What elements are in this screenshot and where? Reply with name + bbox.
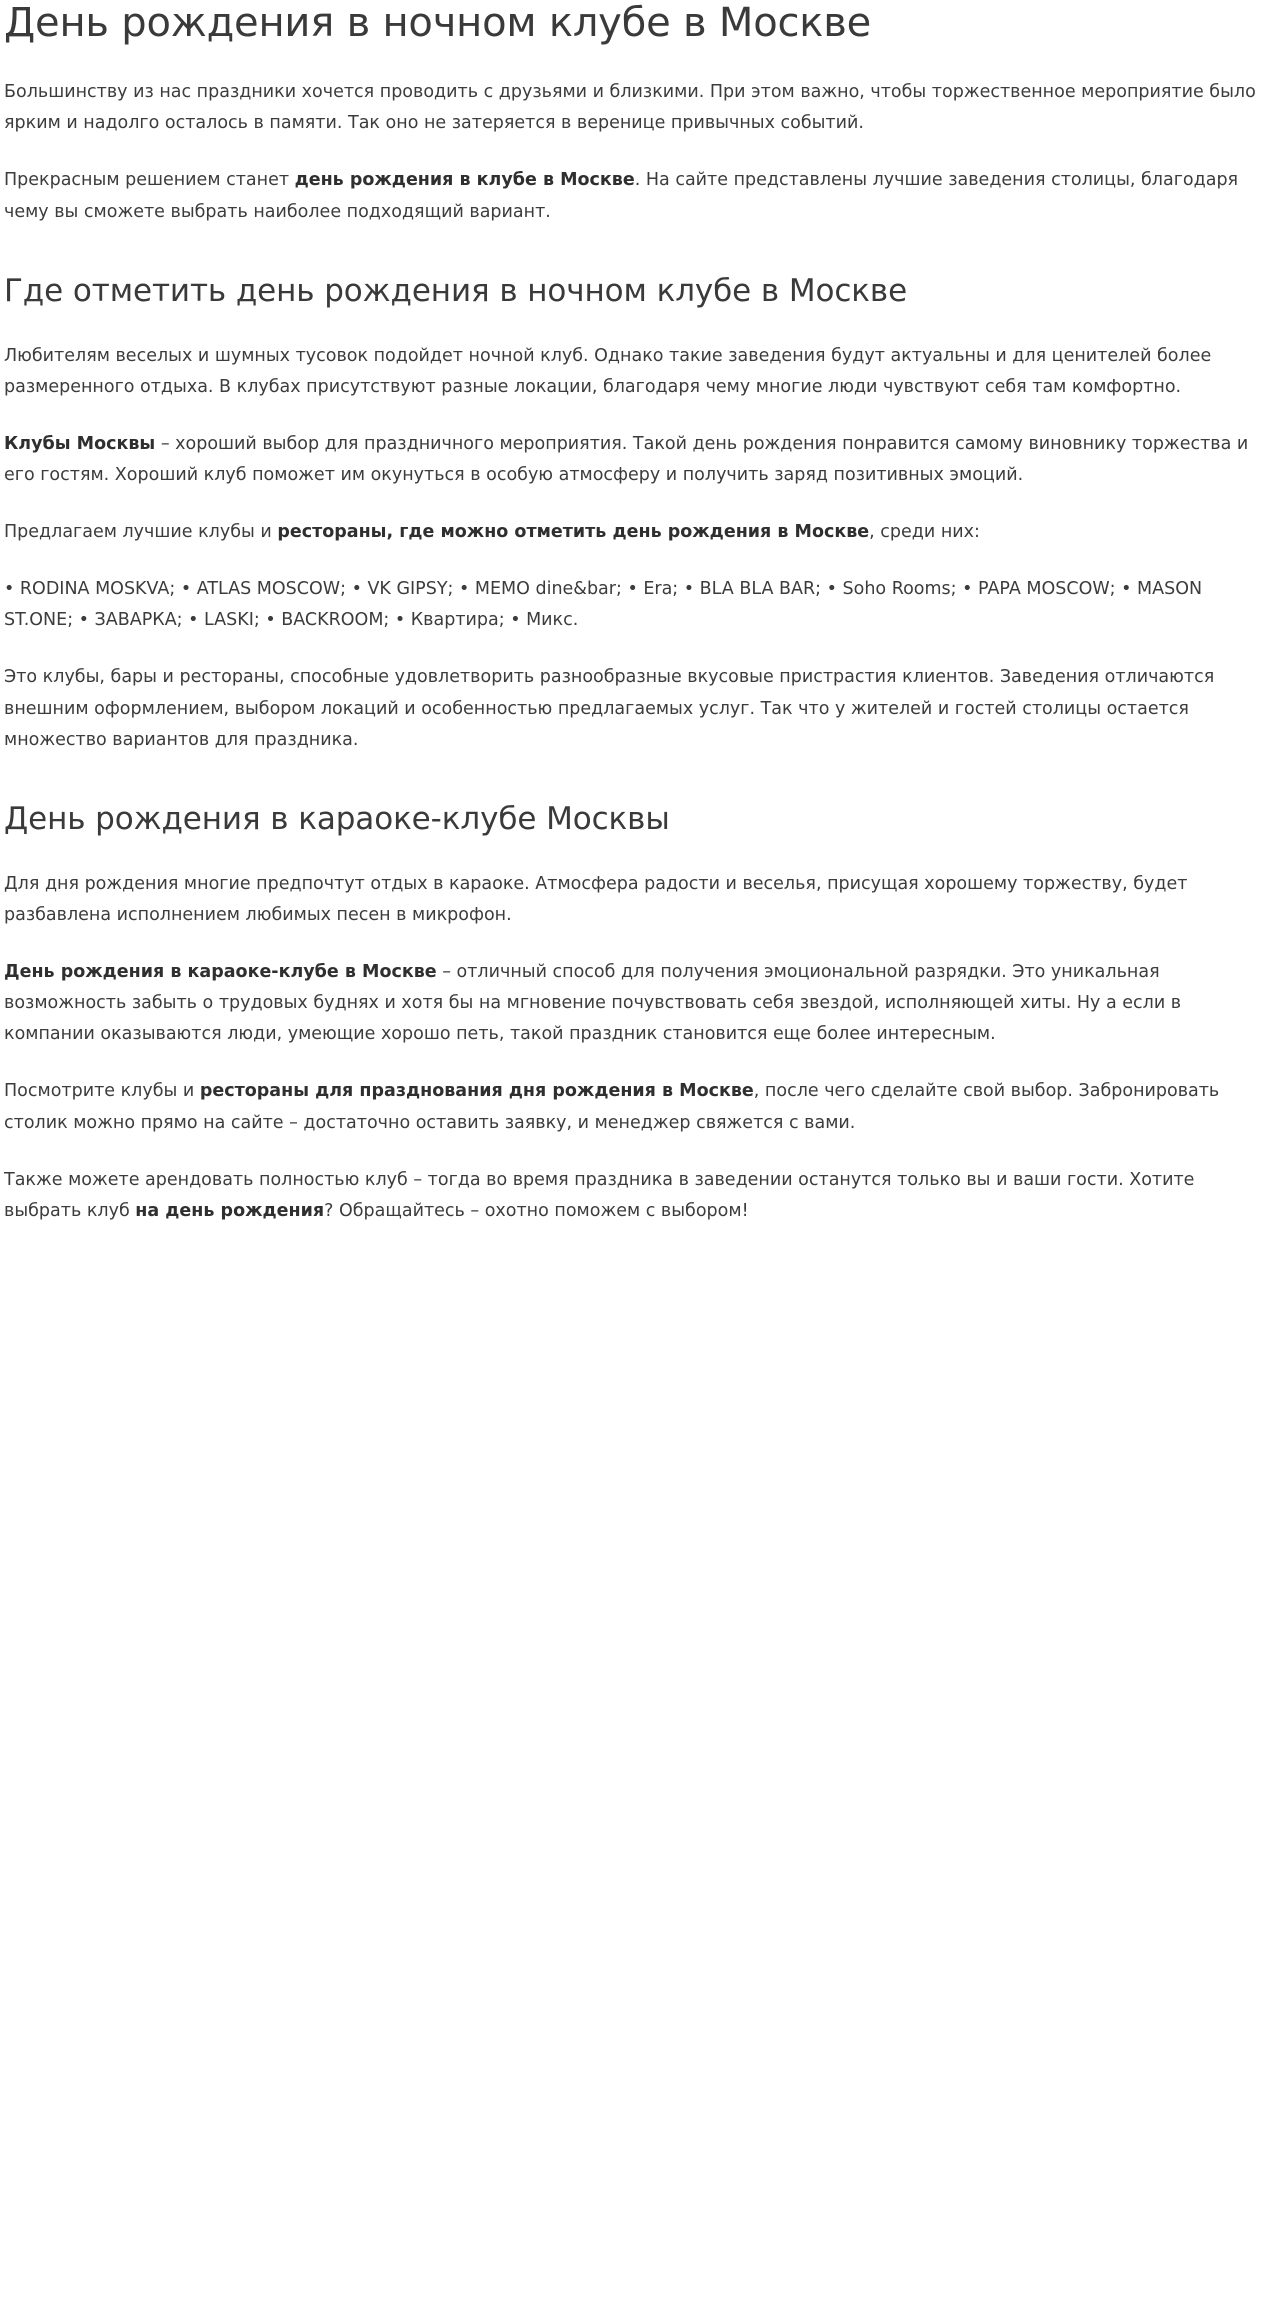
emphasis-text: рестораны, где можно отметить день рождения в Москве (277, 522, 870, 543)
body-text: – отличный способ для получения эмоциональной разрядки. Это уникальная возможность забыть о трудовых буднях и хотя бы на мгновение почувствовать себя звездой, исполняющей хиты. Ну а если в компании оказываются люди, умеющие хорошо петь, такой праздник становится еще более интересным. (4, 961, 1182, 1045)
body-text: , после чего сделайте свой выбор. Забронировать столик можно прямо на сайте – достаточно оставить заявку, и менеджер свяжется с вами. (4, 1081, 1220, 1133)
club-list-item: • Soho Rooms; (826, 579, 963, 600)
article-section (4, 800, 1262, 1227)
intro-paragraph (4, 165, 1262, 227)
club-list-item: • MEMO dine&bar; (459, 579, 628, 600)
page-title: День рождения в ночном клубе в Москве (4, 0, 872, 46)
club-list-item: • ЗАВАРКА; (78, 610, 189, 631)
section-paragraph (4, 1165, 1262, 1227)
section-paragraph (4, 341, 1262, 403)
intro-paragraph (4, 77, 1262, 139)
section-paragraph (4, 869, 1262, 931)
club-list (4, 574, 1262, 636)
club-list-item: • MASON ST.ONE; (4, 579, 1203, 631)
body-text: . На сайте представлены лучшие заведения столицы, благодаря чему вы сможете выбрать наиболее подходящий вариант. (4, 170, 1239, 222)
body-text: Это клубы, бары и рестораны, способные удовлетворить разнообразные вкусовые пристрастия клиентов. Заведения отличаются внешним оформлением, выбором локаций и особенностью предлагаемых услуг. Так что у жителей и гостей столицы остается множество вариантов для праздника. (4, 667, 1215, 750)
body-text: Также можете арендовать полностью клуб – тогда во время праздника в заведении останутся только вы и ваши гости. Хотите выбрать клуб (4, 1169, 1195, 1221)
emphasis-text: Клубы Москвы (4, 433, 156, 454)
body-text: Для дня рождения многие предпочтут отдых в караоке. Атмосфера радости и веселья, присущая хорошему торжеству, будет разбавлена исполнением любимых песен в микрофон. (4, 873, 1188, 925)
body-text: Предлагаем лучшие клубы и (4, 522, 278, 543)
emphasis-text: День рождения в караоке-клубе в Москве (4, 961, 437, 982)
emphasis-text: на день рождения (135, 1200, 325, 1221)
body-text: Прекрасным решением станет (4, 170, 295, 191)
body-text: Любителям веселых и шумных тусовок подойдет ночной клуб. Однако такие заведения будут актуальны и для ценителей более размеренного отдыха. В клубах присутствуют разные локации, благодаря чему многие люди чувствуют себя там комфортно. (4, 345, 1212, 397)
emphasis-text: день рождения в клубе в Москве (294, 170, 635, 191)
club-list-item: • Микс. (510, 610, 579, 631)
section-paragraph (4, 517, 1262, 548)
club-list-item: • Квартира; (394, 610, 511, 631)
section-paragraph (4, 662, 1262, 755)
section-heading: День рождения в караоке-клубе Москвы (4, 800, 670, 837)
section-heading: Где отметить день рождения в ночном клубе в Москве (4, 272, 908, 309)
body-text: Большинству из нас праздники хочется проводить с друзьями и близкими. При этом важно, чтобы торжественное мероприятие было ярким и надолго осталось в памяти. Так оно не затеряется в веренице привычных событий. (4, 82, 1256, 134)
body-text: , среди них: (869, 522, 980, 543)
article-section (4, 272, 1262, 756)
club-list-item: • RODINA MOSKVA; (4, 579, 181, 600)
club-list-item: • BLA BLA BAR; (683, 579, 827, 600)
body-text: – хороший выбор для праздничного мероприятия. Такой день рождения понравится самому виновнику торжества и его гостям. Хороший клуб поможет им окунуться в особую атмосферу и получить заряд позитивных эмоций. (4, 433, 1249, 485)
sections-container (4, 272, 1262, 1227)
section-paragraph (4, 957, 1262, 1050)
club-list-item: • VK GIPSY; (351, 579, 459, 600)
section-paragraph (4, 1076, 1262, 1138)
club-list-item: • PAPA MOSCOW; (962, 579, 1122, 600)
emphasis-text: рестораны для празднования дня рождения в Москве (199, 1081, 754, 1102)
club-list-item: • LASKI; (188, 610, 266, 631)
intro-block (4, 77, 1262, 228)
body-text: Посмотрите клубы и (4, 1081, 200, 1102)
club-list-item: • BACKROOM; (265, 610, 395, 631)
club-list-item: • ATLAS MOSCOW; (180, 579, 352, 600)
body-text: ? Обращайтесь – охотно поможем с выбором! (324, 1200, 749, 1221)
section-paragraph (4, 429, 1262, 491)
club-list-item: • Era; (627, 579, 684, 600)
